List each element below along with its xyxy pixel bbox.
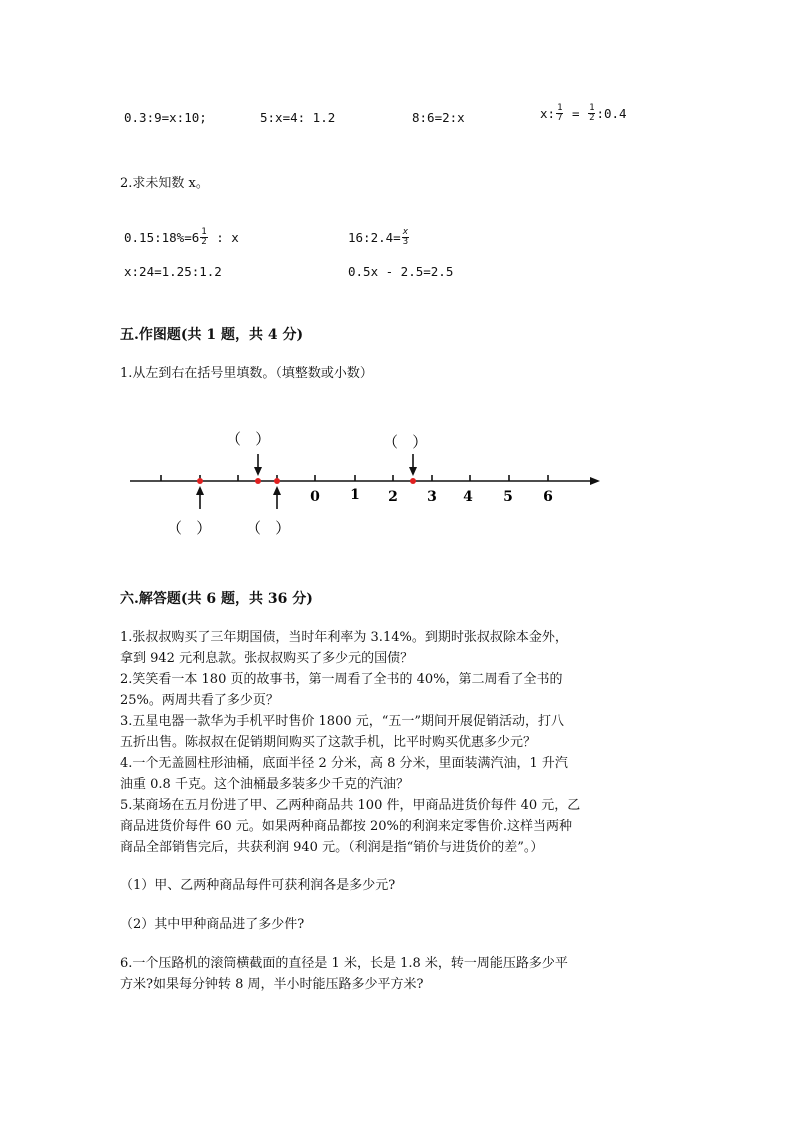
number-line-ticks	[161, 475, 548, 481]
fraction-numerator: 1	[201, 227, 207, 237]
tick-label-1: 1	[350, 487, 360, 503]
q2-eq-2-prefix: 16:2.4=	[348, 230, 401, 245]
q2-eq-2	[348, 228, 410, 247]
problem-6-line-1: 6.一个压路机的滚筒横截面的直径是 1 米，长是 1.8 米，转一周能压路多少平	[120, 956, 568, 971]
section-6-heading: 六.解答题(共 6 题，共 36 分)	[120, 591, 313, 607]
fraction-x-over-3	[402, 228, 409, 247]
ratio-eq-4-suffix: :0.4	[596, 106, 627, 121]
tick-label-0: 0	[310, 489, 320, 505]
blank-bottom-right[interactable]: （ ）	[246, 519, 291, 537]
tick-label-5: 5	[503, 489, 513, 505]
q2-eq-1	[124, 228, 239, 247]
section-5-q1: 1.从左到右在括号里填数。（填整数或小数）	[120, 366, 373, 381]
problem-1-line-2: 拿到 942 元利息款。张叔叔购买了多少元的国债？	[120, 651, 414, 666]
ratio-eq-4-equals: =	[564, 106, 588, 121]
problem-6-line-2: 方米?如果每分钟转 8 周，半小时能压路多少平方米?	[120, 977, 424, 992]
problem-5	[120, 795, 680, 858]
tick-label-2: 2	[388, 489, 398, 505]
ratio-eq-3: 8:6=2:x	[412, 110, 465, 125]
q2-eq-4: 0.5x - 2.5=2.5	[348, 264, 454, 279]
problem-4-line-1: 4.一个无盖圆柱形油桶，底面半径 2 分米，高 8 分米，里面装满汽油，1 升汽	[120, 756, 568, 771]
problem-4	[120, 753, 680, 795]
ratio-eq-2: 5:x=4: 1.2	[260, 110, 336, 125]
q2-eq-1-suffix: : x	[208, 230, 239, 245]
problem-5-sub-2: （2）其中甲种商品进了多少件?	[120, 917, 305, 932]
fraction-denominator: 2	[589, 113, 595, 123]
problem-5-line-2: 商品进货价每件 60 元。如果两种商品都按 20%的利润来定零售价.这样当两种	[120, 819, 572, 834]
problem-3-line-2: 五折出售。陈叔叔在促销期间购买了这款手机，比平时购买优惠多少元？	[120, 735, 537, 750]
ratio-eq-4	[540, 104, 627, 123]
problem-1	[120, 627, 680, 669]
problem-3-line-1: 3.五星电器一款华为手机平时售价 1800 元，“五一”期间开展促销活动，打八	[120, 714, 565, 729]
ratio-eq-1: 0.3:9=x:10;	[124, 110, 207, 125]
tick-label-3: 3	[427, 489, 437, 505]
number-line-arrowhead	[590, 477, 600, 485]
fraction-numerator: 1	[589, 103, 595, 113]
fraction-one-seventh	[556, 104, 563, 123]
section-5-heading: 五.作图题(共 1 题，共 4 分)	[120, 327, 304, 343]
problem-2	[120, 669, 680, 711]
blank-top-right[interactable]: （ ）	[383, 433, 428, 451]
q2-title: 2.求未知数 x。	[120, 176, 209, 191]
problem-2-line-1: 2.笑笑看一本 180 页的故事书，第一周看了全书的 40%，第二周看了全书的	[120, 672, 563, 687]
fraction-one-half	[588, 104, 595, 123]
fraction-denominator: 2	[201, 237, 207, 247]
tick-label-4: 4	[463, 489, 473, 505]
arrow-up-a-head	[196, 486, 204, 495]
q2-eq-1-prefix: 0.15:18%=6	[124, 230, 200, 245]
fraction-numerator: 1	[557, 103, 563, 113]
problem-3	[120, 711, 680, 753]
arrow-down-b-head	[254, 467, 262, 476]
point-a	[197, 478, 203, 484]
blank-bottom-left[interactable]: （ ）	[167, 519, 212, 537]
arrow-down-d-head	[409, 467, 417, 476]
problem-4-line-2: 油重 0.8 千克。这个油桶最多装多少千克的汽油？	[120, 777, 409, 792]
problem-2-line-2: 25%。两周共看了多少页？	[120, 693, 279, 708]
problem-1-line-1: 1.张叔叔购买了三年期国债，当时年利率为 3.14%。到期时张叔叔除本金外，	[120, 630, 568, 645]
point-c	[274, 478, 280, 484]
problem-5-line-3: 商品全部销售完后，共获利润 940 元。（利润是指“销价与进货价的差”。）	[120, 840, 544, 855]
blank-top-left[interactable]: （ ）	[226, 430, 271, 448]
problem-5-line-1: 5.某商场在五月份进了甲、乙两种商品共 100 件，甲商品进货价每件 40 元，乙	[120, 798, 581, 813]
problem-6	[120, 953, 680, 995]
q2-eq-3: x:24=1.25:1.2	[124, 264, 222, 279]
fraction-numerator: x	[402, 227, 409, 237]
point-b	[255, 478, 261, 484]
fraction-denominator: 7	[557, 113, 563, 123]
fraction-denominator: 3	[402, 237, 409, 247]
arrow-up-c-head	[273, 486, 281, 495]
problem-5-sub-1: （1）甲、乙两种商品每件可获利润各是多少元?	[120, 878, 396, 893]
fraction-one-half	[200, 228, 207, 247]
point-d	[410, 478, 416, 484]
ratio-eq-4-prefix: x:	[540, 106, 556, 121]
tick-label-6: 6	[543, 489, 553, 505]
number-line-diagram	[0, 425, 794, 565]
